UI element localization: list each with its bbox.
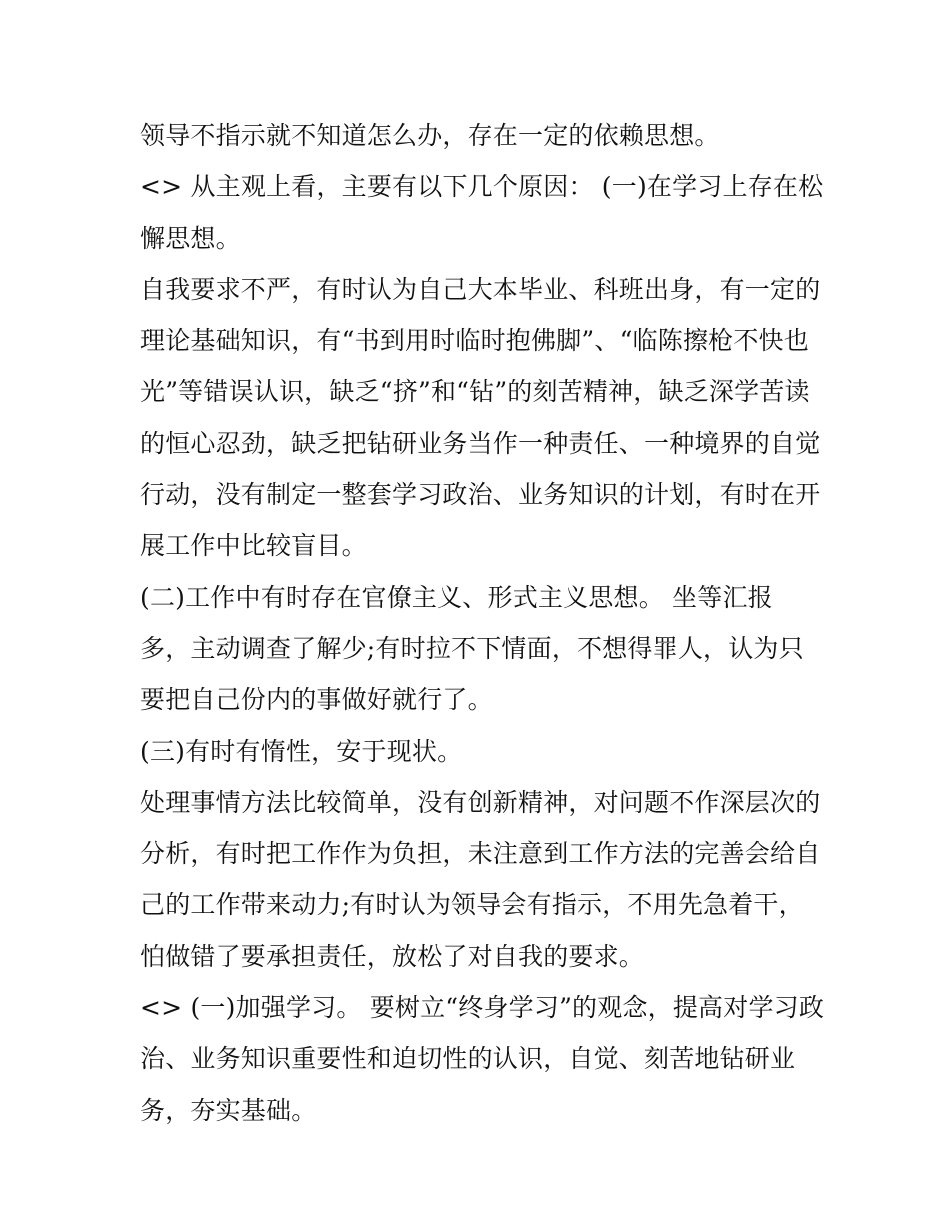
text-line: 分析，有时把工作作为负担，未注意到工作方法的完善会给自 — [140, 839, 821, 869]
text-line: 懈思想。 — [140, 223, 241, 253]
text-line: 要把自己份内的事做好就行了。 — [140, 685, 493, 715]
text-line: <> (一)加强学习。 要树立“终身学习”的观念，提高对学习政 — [140, 993, 825, 1023]
text-line: 领导不指示就不知道怎么办，存在一定的依赖思想。 — [140, 121, 720, 150]
text-line: 展工作中比较盲目。 — [140, 531, 367, 561]
text-line: 光”等错误认识，缺乏“挤”和“钻”的刻苦精神，缺乏深学苦读 — [140, 377, 810, 407]
text-line: 行动，没有制定一整套学习政治、业务知识的计划，有时在开 — [140, 480, 821, 510]
text-line: 治、业务知识重要性和迫切性的认识，自觉、刻苦地钻研业 — [140, 1044, 796, 1074]
text-line: 的恒心忍劲，缺乏把钻研业务当作一种责任、一种境界的自觉 — [140, 428, 821, 458]
text-line: 多，主动调查了解少;有时拉不下情面，不想得罪人，认为只 — [140, 633, 804, 663]
text-line: <> 从主观上看，主要有以下几个原因： (一)在学习上存在松 — [140, 172, 824, 202]
text-line: 己的工作带来动力;有时认为领导会有指示，不用先急着干， — [140, 890, 804, 920]
text-line: 处理事情方法比较简单，没有创新精神，对问题不作深层次的 — [140, 787, 821, 817]
text-line: (二)工作中有时存在官僚主义、形式主义思想。 坐等汇报 — [140, 582, 773, 612]
document-body — [140, 110, 825, 1136]
text-line: 理论基础知识，有“书到用时临时抱佛脚”、“临陈擦枪不快也 — [140, 326, 809, 356]
text-line: 务，夯实基础。 — [140, 1095, 317, 1125]
text-line: 自我要求不严，有时认为自己大本毕业、科班出身，有一定的 — [140, 274, 821, 304]
text-line: 怕做错了要承担责任，放松了对自我的要求。 — [140, 941, 645, 971]
text-line: (三)有时有惰性，安于现状。 — [140, 736, 463, 766]
